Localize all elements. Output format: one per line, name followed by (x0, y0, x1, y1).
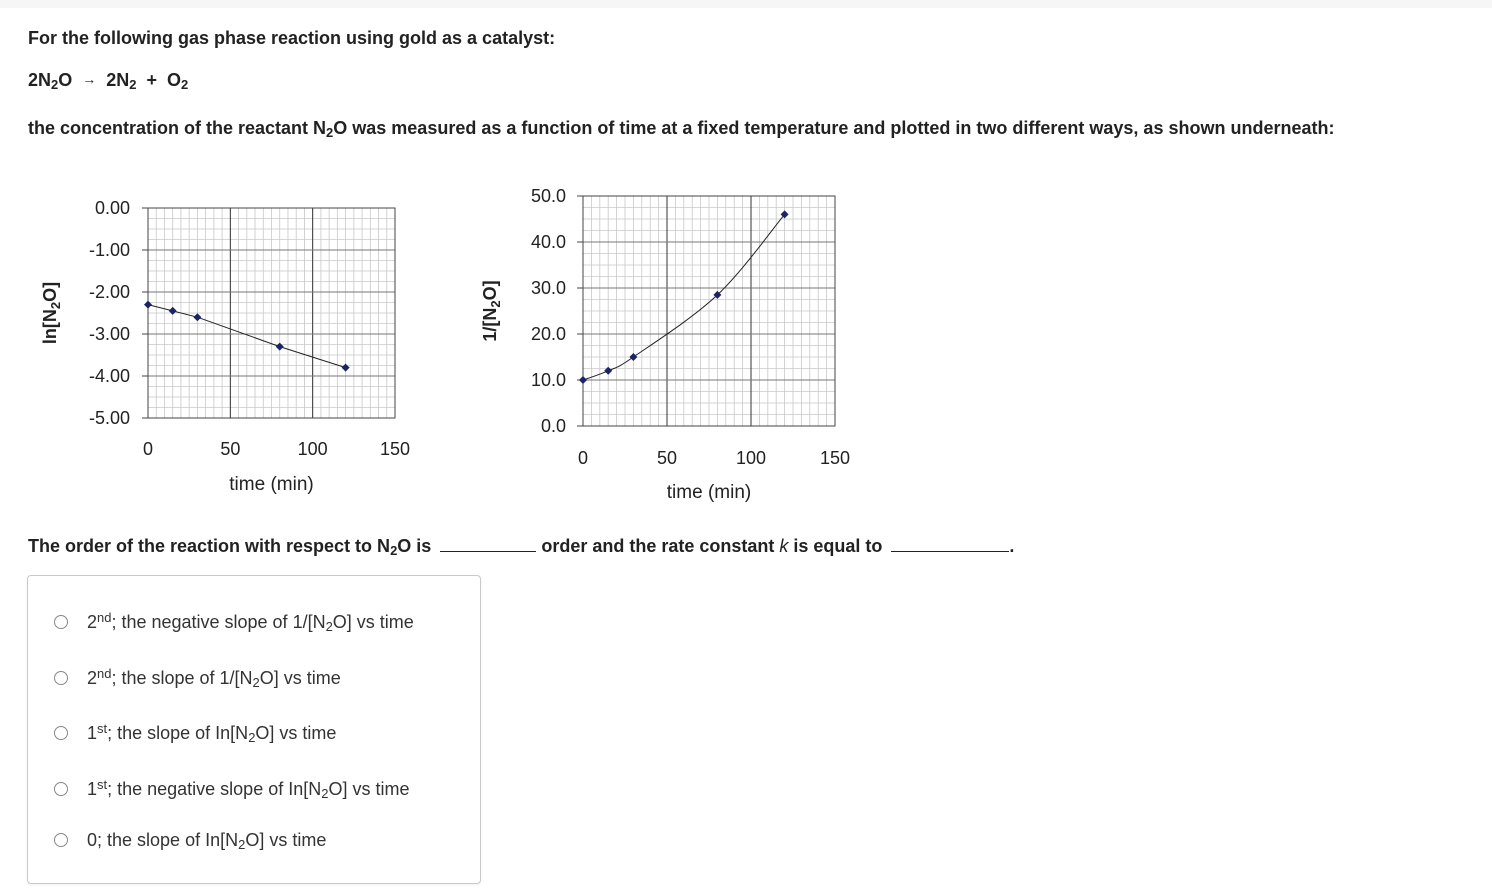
data-point (604, 367, 612, 375)
radio-button[interactable] (54, 671, 68, 685)
equation-plus: + (146, 70, 158, 90)
option-5[interactable]: 0; the slope of $In[N_2O]$ vs time (54, 830, 326, 851)
radio-button[interactable] (54, 726, 68, 740)
x-tick-label: 0 (577, 448, 589, 468)
x-tick-label: 100 (735, 448, 767, 468)
y-tick-label: 0.00 (94, 198, 130, 218)
x-tick-label: 150 (379, 439, 411, 459)
y-tick-label: -5.00 (88, 408, 130, 428)
chart-1 (40, 198, 410, 495)
order-blank (440, 535, 536, 552)
y-axis-label: $\ln[N_2O]$ (40, 281, 63, 345)
y-tick-label: -4.00 (88, 366, 130, 386)
y-tick-label: 20.0 (530, 324, 566, 344)
option-4[interactable]: 1st; the negative slope of $In[N_2O]$ vs time (54, 779, 409, 800)
x-tick-label: 50 (220, 439, 241, 459)
order-question: The order of the reaction with respect to $N_2O$ is order and the rate constant k is equal to . (28, 536, 1015, 559)
data-point (144, 301, 152, 309)
equation-reactant: $2N_2O$ (28, 70, 73, 93)
x-tick-label: 0 (142, 439, 154, 459)
data-point (342, 364, 350, 372)
data-point (169, 307, 177, 315)
y-tick-label: 10.0 (530, 370, 566, 390)
x-axis-label: time (min) (229, 474, 314, 495)
y-tick-label: -2.00 (88, 282, 130, 302)
question-description: the concentration of the reactant $N_2O$ was measured as a function of time at a fixed temperature and plotted in two different ways, as shown underneath: (28, 118, 1335, 141)
radio-button[interactable] (54, 615, 68, 629)
data-point (193, 313, 201, 321)
y-tick-label: 50.0 (530, 186, 566, 206)
chart-2 (480, 186, 850, 503)
question-intro: For the following gas phase reaction using gold as a catalyst: (28, 28, 556, 48)
y-tick-label: -3.00 (88, 324, 130, 344)
option-1[interactable]: 2nd; the negative slope of $1/[N_2O]$ vs time (54, 612, 414, 633)
radio-button[interactable] (54, 782, 68, 796)
y-tick-label: 0.0 (540, 416, 566, 436)
equation-product-1: $2N_2$ (106, 70, 137, 93)
reaction-arrow-icon: → (82, 71, 97, 87)
data-point (579, 376, 587, 384)
radio-button[interactable] (54, 833, 68, 847)
rate-constant-blank (891, 535, 1009, 552)
rate-constant-text: order and the rate constant k is equal to (541, 536, 883, 556)
equation-product-2: $O_2$ (167, 70, 189, 93)
data-point (629, 353, 637, 361)
y-tick-label: 30.0 (530, 278, 566, 298)
x-tick-label: 100 (297, 439, 328, 459)
option-2[interactable]: 2nd; the slope of $1/[N_2O]$ vs time (54, 668, 341, 689)
option-3[interactable]: 1st; the slope of $In[N_2O]$ vs time (54, 723, 336, 744)
data-point (276, 343, 284, 351)
x-axis-label: time (min) (666, 482, 752, 503)
answer-options (27, 575, 481, 884)
x-tick-label: 150 (819, 448, 851, 468)
y-axis-label: $1/[N_2O]$ (480, 280, 503, 342)
x-tick-label: 50 (656, 448, 678, 468)
y-tick-label: -1.00 (88, 240, 130, 260)
y-tick-label: 40.0 (530, 232, 566, 252)
